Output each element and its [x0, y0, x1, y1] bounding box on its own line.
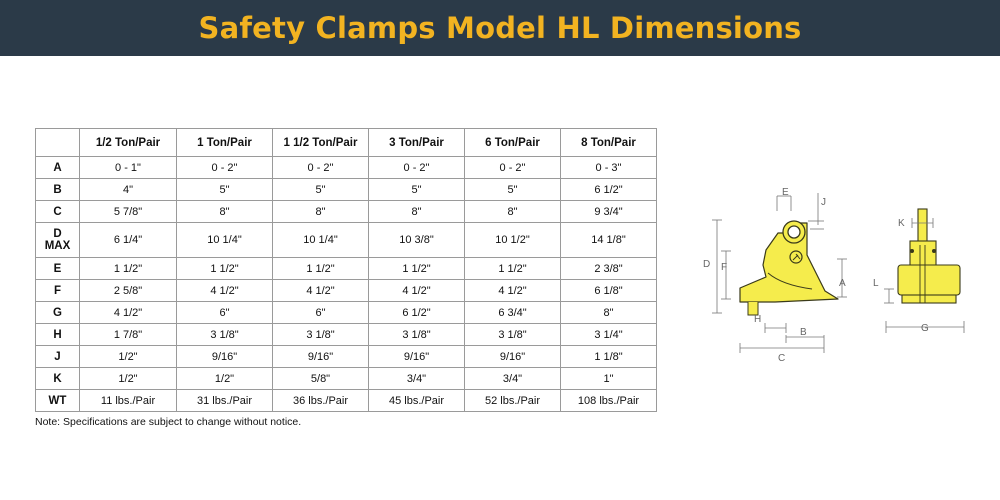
table-cell: 0 - 2" — [465, 157, 561, 179]
row-label-text: B — [53, 183, 62, 196]
table-cell: 1 1/2" — [465, 258, 561, 280]
table-cell: 10 1/2" — [465, 223, 561, 258]
clamp-dimensions-diagram — [690, 185, 990, 365]
table-cell: 0 - 2" — [369, 157, 465, 179]
table-cell: 4 1/2" — [177, 280, 273, 302]
column-header: 1/2 Ton/Pair — [80, 129, 177, 157]
row-label-text: A — [53, 161, 62, 174]
table-cell: 6" — [177, 302, 273, 324]
row-label-text: C — [53, 205, 62, 218]
table-cell: 8" — [177, 201, 273, 223]
table-cell: 0 - 2" — [177, 157, 273, 179]
table-cell: 1 1/2" — [80, 258, 177, 280]
table-cell: 1 7/8" — [80, 324, 177, 346]
table-cell: 3 1/8" — [465, 324, 561, 346]
page-header — [0, 0, 1000, 56]
table-cell: 9/16" — [465, 346, 561, 368]
column-header: 6 Ton/Pair — [465, 129, 561, 157]
table-cell: 2 5/8" — [80, 280, 177, 302]
dimension-label-e: E — [782, 187, 789, 198]
row-label-text: H — [53, 328, 62, 341]
table-cell: 3/4" — [465, 368, 561, 390]
table-cell: 10 1/4" — [273, 223, 369, 258]
table-cell: 52 lbs./Pair — [465, 390, 561, 412]
row-label — [36, 324, 80, 346]
table-cell: 36 lbs./Pair — [273, 390, 369, 412]
table-cell: 2 3/8" — [561, 258, 657, 280]
row-label-text: D — [53, 228, 62, 240]
column-header — [36, 129, 80, 157]
table-cell: 0 - 1" — [80, 157, 177, 179]
table-cell: 0 - 2" — [273, 157, 369, 179]
table-cell: 10 1/4" — [177, 223, 273, 258]
table-cell: 31 lbs./Pair — [177, 390, 273, 412]
row-label — [36, 368, 80, 390]
row-label-text: WT — [48, 394, 67, 407]
table-cell: 6 1/2" — [369, 302, 465, 324]
table-cell: 1 1/2" — [273, 258, 369, 280]
table-cell: 1/2" — [177, 368, 273, 390]
table-cell: 6" — [273, 302, 369, 324]
table-cell: 3 1/8" — [177, 324, 273, 346]
row-label — [36, 258, 80, 280]
table-row — [36, 324, 657, 346]
table-cell: 4 1/2" — [273, 280, 369, 302]
table-cell: 3 1/8" — [369, 324, 465, 346]
table-row — [36, 179, 657, 201]
table-cell: 1 1/2" — [369, 258, 465, 280]
row-label-text: K — [53, 372, 62, 385]
table-cell: 14 1/8" — [561, 223, 657, 258]
table-row — [36, 302, 657, 324]
dimension-label-d: D — [703, 259, 711, 270]
page-title: Safety Clamps Model HL Dimensions — [198, 11, 802, 45]
row-label — [36, 346, 80, 368]
side-view-clamp — [740, 221, 838, 315]
table-row — [36, 258, 657, 280]
table-cell: 8" — [273, 201, 369, 223]
dimension-label-f: F — [721, 262, 728, 273]
table-cell: 1 1/2" — [177, 258, 273, 280]
table-cell: 4" — [80, 179, 177, 201]
table-row — [36, 157, 657, 179]
table-cell: 1 1/8" — [561, 346, 657, 368]
dimension-label-a: A — [839, 278, 846, 289]
table-cell: 5" — [177, 179, 273, 201]
table-body — [36, 157, 657, 412]
row-label-subtext: MAX — [44, 240, 71, 252]
table-cell: 1/2" — [80, 368, 177, 390]
dimension-label-b: B — [800, 327, 807, 338]
table-header-row — [36, 129, 657, 157]
table-cell: 6 3/4" — [465, 302, 561, 324]
table-cell: 9/16" — [369, 346, 465, 368]
row-label — [36, 302, 80, 324]
table-cell: 9/16" — [177, 346, 273, 368]
dimensions-table-container — [35, 128, 657, 412]
table-cell: 8" — [561, 302, 657, 324]
column-header: 8 Ton/Pair — [561, 129, 657, 157]
table-cell: 9/16" — [273, 346, 369, 368]
dimension-label-j: J — [821, 197, 826, 208]
column-header: 1 Ton/Pair — [177, 129, 273, 157]
table-cell: 5" — [465, 179, 561, 201]
table-cell: 3 1/8" — [273, 324, 369, 346]
dimension-label-h: H — [754, 314, 762, 325]
row-label-text: J — [54, 350, 61, 363]
table-cell: 108 lbs./Pair — [561, 390, 657, 412]
dimension-label-l: L — [873, 278, 879, 289]
table-cell: 4 1/2" — [369, 280, 465, 302]
table-cell: 5 7/8" — [80, 201, 177, 223]
table-cell: 45 lbs./Pair — [369, 390, 465, 412]
dimension-label-c: C — [778, 353, 786, 364]
table-cell: 9 3/4" — [561, 201, 657, 223]
table-cell: 1" — [561, 368, 657, 390]
dimensions-table — [35, 128, 657, 412]
table-cell: 3 1/4" — [561, 324, 657, 346]
row-label — [36, 201, 80, 223]
table-cell: 5" — [273, 179, 369, 201]
table-cell: 0 - 3" — [561, 157, 657, 179]
table-cell: 8" — [465, 201, 561, 223]
table-cell: 4 1/2" — [465, 280, 561, 302]
column-header: 3 Ton/Pair — [369, 129, 465, 157]
table-cell: 6 1/8" — [561, 280, 657, 302]
table-cell: 5/8" — [273, 368, 369, 390]
column-header: 1 1/2 Ton/Pair — [273, 129, 369, 157]
row-label — [36, 223, 80, 258]
table-row — [36, 368, 657, 390]
table-cell: 11 lbs./Pair — [80, 390, 177, 412]
table-cell: 10 3/8" — [369, 223, 465, 258]
row-label — [36, 390, 80, 412]
table-row — [36, 201, 657, 223]
table-cell: 6 1/2" — [561, 179, 657, 201]
row-label — [36, 280, 80, 302]
row-label — [36, 157, 80, 179]
row-label-text: F — [53, 284, 62, 297]
row-label-text: E — [53, 262, 62, 275]
table-row — [36, 223, 657, 258]
table-cell: 4 1/2" — [80, 302, 177, 324]
table-cell: 1/2" — [80, 346, 177, 368]
table-row — [36, 346, 657, 368]
dimension-label-k: K — [898, 218, 905, 229]
row-label-text: G — [53, 306, 62, 319]
table-row — [36, 390, 657, 412]
row-label — [36, 179, 80, 201]
table-row — [36, 280, 657, 302]
specifications-note: Note: Specifications are subject to change without notice. — [35, 416, 302, 428]
table-cell: 5" — [369, 179, 465, 201]
table-cell: 3/4" — [369, 368, 465, 390]
dimension-label-g: G — [921, 323, 929, 334]
table-cell: 8" — [369, 201, 465, 223]
table-cell: 6 1/4" — [80, 223, 177, 258]
